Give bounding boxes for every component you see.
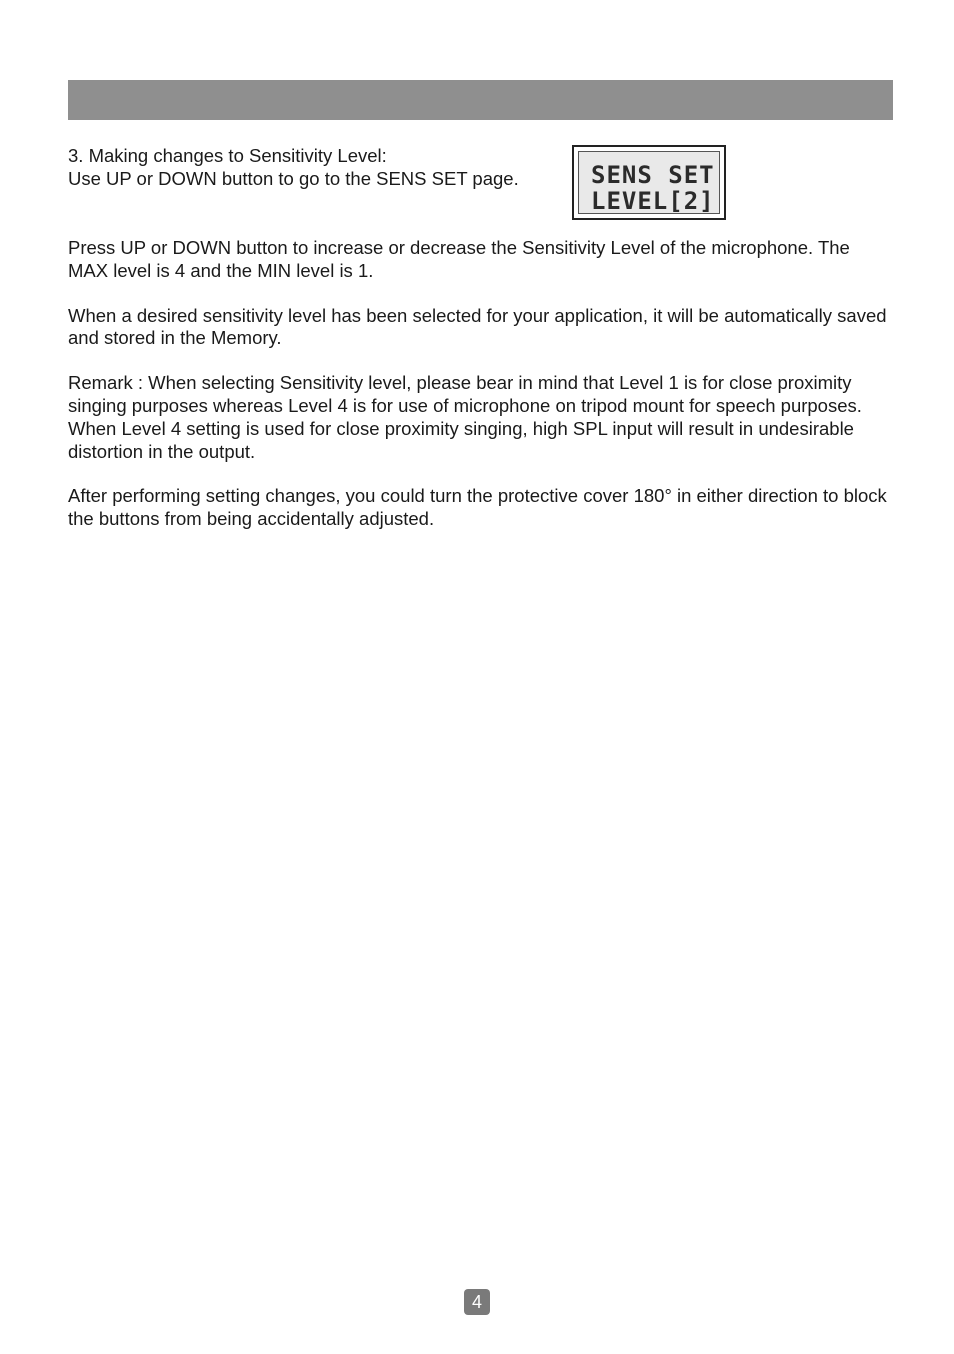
page-number: 4 (464, 1289, 490, 1315)
step-heading: 3. Making changes to Sensitivity Level: (68, 145, 387, 166)
header-bar (68, 80, 893, 120)
document-body (68, 145, 888, 531)
lcd-line-2: LEVEL[2] (591, 187, 715, 215)
paragraph-sensitivity-adjust: Press UP or DOWN button to increase or decrease the Sensitivity Level of the microphone. The MAX level is 4 and the MIN level is 1. (68, 237, 850, 281)
paragraph-protective-cover: After performing setting changes, you could turn the protective cover 180° in either direction to block the buttons from being accidentally adjusted. (68, 485, 887, 530)
paragraph-auto-save: When a desired sensitivity level has been selected for your application, it will be automatically saved and stored in the Memory. (68, 304, 887, 349)
lcd-line-1: SENS SET (591, 161, 715, 189)
intro-text (68, 145, 888, 191)
lcd-screen (578, 151, 720, 214)
paragraph-remark: Remark : When selecting Sensitivity level, please bear in mind that Level 1 is for close proximity singing purposes whereas Level 4 is for use of microphone on tripod mount for speech purposes. When Level 4 setting is used for close proximity singing, high SPL input will result in undesirable distortion in the output. (68, 372, 862, 462)
lcd-display (572, 145, 726, 220)
intro-section (68, 145, 888, 225)
step-instruction: Use UP or DOWN button to go to the SENS SET page. (68, 167, 519, 189)
